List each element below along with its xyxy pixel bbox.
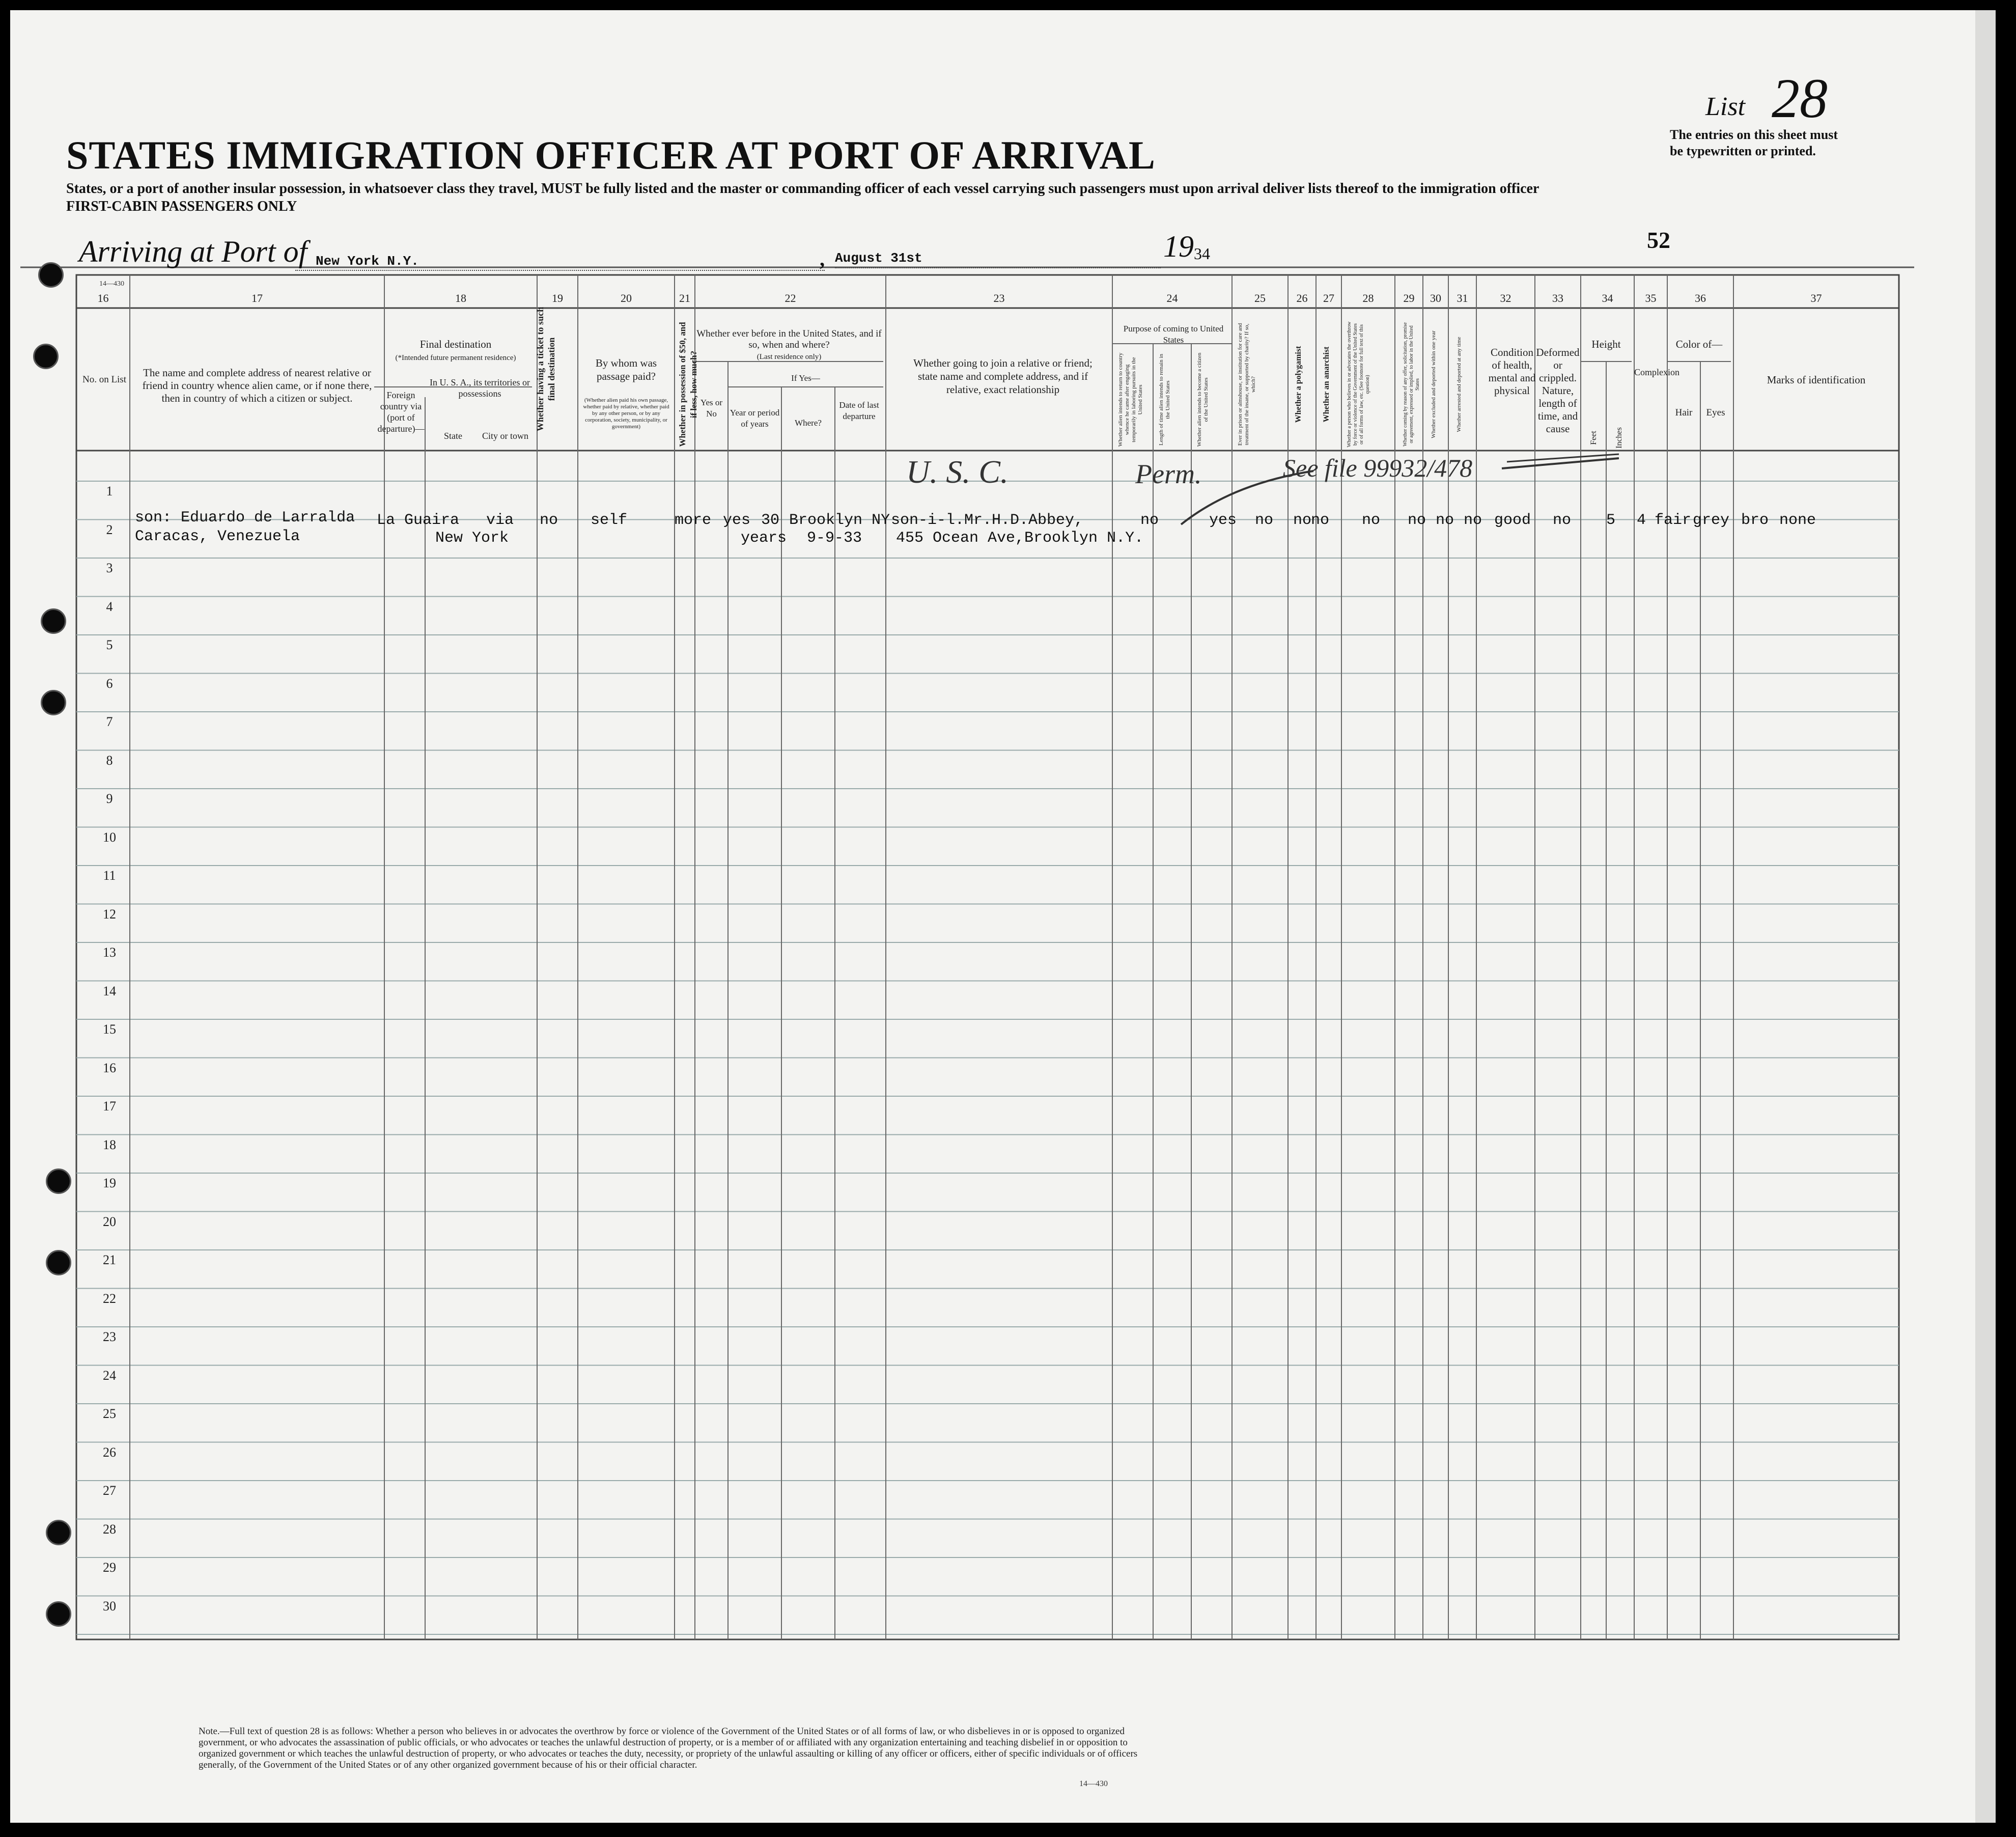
- row-number: 30: [103, 1598, 116, 1613]
- period-years: 30: [761, 512, 780, 529]
- header-inches: Inches: [1615, 427, 1623, 449]
- header-purpose: Purpose of coming to United States: [1123, 324, 1224, 345]
- column-number: 25: [1254, 292, 1266, 304]
- column-number: 20: [621, 292, 632, 304]
- row-number: 29: [103, 1560, 116, 1575]
- form-code-bottom: 14—430: [1079, 1779, 1108, 1788]
- row-number: 13: [103, 945, 116, 960]
- header-passage-paid-note: (Whether alien paid his own passage, whether paid by relative, whether paid by any other person, or by any corporation, society, municipality, or government): [583, 397, 669, 430]
- header-q29: Whether coming by reason of any offer, solicitation, promise or agreement, expressed or implied, to labor in the United States: [1403, 322, 1420, 447]
- money-value: more: [675, 512, 712, 529]
- column-number: 36: [1695, 292, 1706, 304]
- binder-hole-7: [46, 1520, 71, 1545]
- purpose-return: no: [1140, 512, 1159, 529]
- q30-value: no: [1436, 512, 1454, 529]
- first-cabin-note: FIRST-CABIN PASSENGERS ONLY: [66, 199, 297, 214]
- row-number: 10: [103, 829, 116, 845]
- header-foreign-country: Foreign country via (port of departure)—: [377, 390, 425, 434]
- intro-text: States, or a port of another insular possession, in whatsoever class they travel, MUST be fully listed and the master or commanding officer of each vessel carrying such passengers must upon arrival deliver lists thereof to the immigration officer: [66, 181, 1539, 197]
- binder-hole-1: [38, 262, 64, 288]
- date-underline: [835, 267, 1161, 268]
- row-number: 22: [103, 1291, 116, 1306]
- row-number: 11: [103, 868, 116, 883]
- header-final-destination-note: (*Intended future permanent residence): [395, 354, 516, 362]
- column-number: 16: [97, 292, 109, 304]
- row-number: 3: [106, 561, 113, 575]
- header-q31: Whether arrested and deported at any time: [1456, 337, 1462, 432]
- row-number: 18: [103, 1137, 116, 1152]
- column-number: 35: [1645, 292, 1657, 304]
- header-in-usa: In U. S. A., its territories or possessions: [430, 377, 530, 399]
- anarchist-value: no: [1311, 512, 1330, 529]
- row-number: 19: [103, 1176, 116, 1190]
- header-date-departure: Date of last departure: [839, 400, 879, 421]
- row-number: 24: [103, 1368, 116, 1383]
- manifest-grid: [10, 10, 1975, 1823]
- row-number: 14: [103, 983, 116, 998]
- binder-hole-3: [41, 608, 66, 634]
- header-ever-before-note: (Last residence only): [757, 353, 822, 361]
- row-number: 4: [106, 599, 113, 614]
- header-passage-paid: By whom was passage paid?: [595, 357, 657, 382]
- paid-by-value: self: [591, 512, 628, 529]
- port-underline: [295, 270, 825, 271]
- column-number: 18: [455, 292, 466, 304]
- column-number: 34: [1602, 292, 1613, 304]
- row-number: 21: [103, 1252, 116, 1267]
- header-no-on-list: No. on List: [82, 374, 127, 385]
- row-number: 28: [103, 1521, 116, 1537]
- header-q28: Whether a person who believes in or advocates the overthrow by force or violence of the Government of the United States or of all forms of law, etc. (See footnote for full text of this question): [1347, 321, 1370, 448]
- health-value: good: [1494, 512, 1531, 529]
- header-eyes: Eyes: [1706, 407, 1725, 418]
- column-number: 22: [785, 292, 796, 304]
- column-number: 24: [1166, 292, 1178, 304]
- column-number: 32: [1500, 292, 1511, 304]
- row-number: 1: [106, 484, 113, 498]
- date-value: August 31st: [835, 250, 922, 266]
- header-state: State: [444, 431, 462, 441]
- year-suffix: 34: [1194, 244, 1210, 263]
- binder-hole-2: [33, 344, 59, 369]
- annotation-usc: U. S. C.: [906, 454, 1009, 490]
- header-ticket: Whether having a ticket to such final destination: [535, 307, 556, 432]
- header-health: Condition of health, mental and physical: [1488, 346, 1536, 397]
- relative-address: Caracas, Venezuela: [135, 528, 300, 545]
- q29-value: no: [1408, 512, 1426, 529]
- marks-value: none: [1779, 512, 1816, 529]
- prison-value: no: [1255, 512, 1274, 529]
- header-if-yes: If Yes—: [791, 373, 820, 383]
- column-number: 17: [251, 292, 263, 304]
- height-feet: 5: [1606, 512, 1616, 529]
- header-prison: Ever in prison or almshouse, or institution for care and treatment of the insane, or supported by charity? If so, which?: [1237, 323, 1256, 446]
- year-prefix: 19: [1163, 230, 1194, 263]
- column-number: 37: [1810, 292, 1822, 304]
- hair-value: grey: [1693, 512, 1730, 529]
- column-number: 19: [552, 292, 563, 304]
- column-number: 26: [1296, 292, 1308, 304]
- header-period: Year or period of years: [730, 408, 780, 429]
- header-relative: The name and complete address of nearest relative or friend in country whence alien came, or if none there, then in country of which a citizen or subject.: [142, 367, 372, 404]
- port-value: New York N.Y.: [316, 254, 419, 269]
- column-number: 30: [1430, 292, 1441, 304]
- header-money: Whether in possession of $50, and if less, how much?: [678, 322, 698, 447]
- row-number: 25: [103, 1406, 116, 1421]
- column-number: 29: [1403, 292, 1415, 304]
- deformed-value: no: [1553, 512, 1572, 529]
- where-value: Brooklyn NY: [789, 512, 890, 529]
- page-title: STATES IMMIGRATION OFFICER AT PORT OF ARRIVAL: [66, 133, 1156, 177]
- header-polygamist: Whether a polygamist: [1294, 346, 1303, 423]
- row-number: 8: [106, 753, 113, 768]
- row-number: 27: [103, 1483, 116, 1498]
- form-code-top: 14—430: [99, 280, 124, 288]
- column-number: 31: [1457, 292, 1468, 304]
- row-number: 9: [106, 791, 113, 806]
- row-number: 2: [106, 522, 113, 537]
- row-number: 16: [103, 1060, 116, 1075]
- header-complexion: Complexion: [1634, 367, 1679, 377]
- header-final-destination: Final destination: [419, 338, 492, 350]
- header-join-relative: Whether going to join a relative or friend; state name and complete address, and if relative, exact relationship: [913, 357, 1093, 396]
- header-anarchist: Whether an anarchist: [1322, 346, 1331, 423]
- binder-hole-8: [46, 1601, 71, 1627]
- header-where: Where?: [795, 418, 822, 428]
- header-city: City or town: [482, 431, 528, 441]
- row-number: 17: [103, 1099, 116, 1114]
- header-feet: Feet: [1589, 431, 1598, 445]
- header-q30: Whether excluded and deported within one year: [1431, 330, 1437, 438]
- join-relative-name: son-i-l.Mr.H.D.Abbey,: [891, 512, 1084, 529]
- us-city: New York: [435, 530, 509, 547]
- polygamist-value: no: [1293, 512, 1312, 529]
- row-number: 5: [106, 637, 113, 652]
- q31-value: no: [1464, 512, 1482, 529]
- column-number: 28: [1362, 292, 1374, 304]
- foreign-port: La Guaira: [377, 512, 460, 529]
- footnote: Note.—Full text of question 28 is as follows: Whether a person who believes in or advocates the overthrow by force or violence of the Government of the United States or of all forms of law, or who disbelieves in or is opposed to organized government, or who advocates the assassination of public officials, or who advocates or teaches the unlawful destruction of property, or is a member of or affiliated with any organization entertaining and teaching disbelief in or opposition to organized government or which teaches the unlawful destruction of property, or who advocates or teaches the duty, necessity, or propriety of the unlawful assaulting or killing of any officer or officers, either of specific individuals or of officers generally, of the Government of the United States or of any other organized government because of his or their official character.: [199, 1726, 1138, 1770]
- complexion-value: fair: [1655, 512, 1692, 529]
- header-height: Height: [1591, 338, 1621, 350]
- row-number: 12: [103, 906, 116, 922]
- row-number: 26: [103, 1444, 116, 1460]
- column-number: 23: [993, 292, 1005, 304]
- column-number: 27: [1323, 292, 1334, 304]
- header-purpose-return: Whether alien intends to return to country whence he came after engaging temporarily in laboring pursuits in the United States: [1117, 352, 1143, 447]
- binder-hole-6: [46, 1250, 71, 1275]
- relative-name: son: Eduardo de Larralda: [135, 509, 355, 526]
- binder-hole-5: [46, 1168, 71, 1194]
- header-ever-before: Whether ever before in the United States, and if so, when and where?: [696, 328, 882, 350]
- list-label: List: [1705, 92, 1746, 121]
- header-color-of: Color of—: [1675, 338, 1723, 350]
- arriving-label: Arriving at Port of: [79, 235, 307, 268]
- annotation-file-ref: See file 99932/478: [1283, 454, 1473, 482]
- row-number: 6: [106, 676, 113, 691]
- column-number: 33: [1552, 292, 1563, 304]
- header-hair: Hair: [1675, 407, 1693, 418]
- comma: ,: [820, 247, 825, 270]
- before-yes-no: yes: [723, 512, 751, 529]
- column-number: 21: [679, 292, 690, 304]
- binder-hole-4: [41, 690, 66, 715]
- us-via: via: [486, 512, 514, 529]
- eyes-value: bro: [1741, 512, 1769, 529]
- period-years-unit: years: [741, 530, 787, 547]
- header-deformed: Deformed or crippled. Nature, length of time, and cause: [1536, 346, 1580, 435]
- header-yes-no: Yes or No: [700, 398, 723, 419]
- manifest-sheet: [10, 10, 1996, 1823]
- header-purpose-length: Length of time alien intends to remain in the United States: [1158, 354, 1171, 446]
- annotation-perm: Perm.: [1135, 459, 1202, 489]
- typewritten-note-line1: The entries on this sheet must: [1670, 127, 1838, 142]
- typewritten-note-line2: be typewritten or printed.: [1670, 144, 1816, 158]
- row-number: 15: [103, 1022, 116, 1037]
- height-inches: 4: [1637, 512, 1646, 529]
- row-number: 23: [103, 1329, 116, 1344]
- departure-date: 9-9-33: [807, 530, 862, 547]
- sheet-number: 52: [1647, 227, 1670, 253]
- header-purpose-citizen: Whether alien intends to become a citizen of the United States: [1196, 352, 1209, 447]
- row-number: 20: [103, 1214, 116, 1229]
- q28-value: no: [1362, 512, 1381, 529]
- row-number: 7: [106, 714, 113, 729]
- purpose-citizen: yes: [1209, 512, 1237, 529]
- header-marks: Marks of identification: [1767, 374, 1866, 386]
- join-relative-address: 455 Ocean Ave,Brooklyn N.Y.: [896, 530, 1144, 547]
- ticket-value: no: [540, 512, 558, 529]
- list-number: 28: [1772, 67, 1828, 129]
